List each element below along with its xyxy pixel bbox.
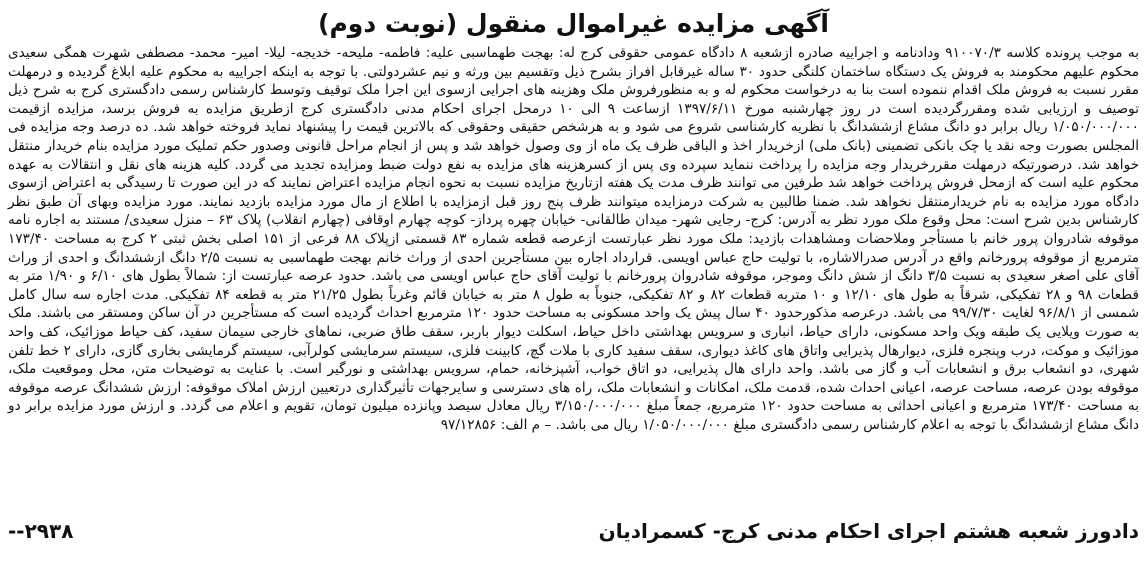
notice-title: آگهی مزایده غیراموال منقول (نوبت دوم) bbox=[318, 9, 829, 38]
notice-signature-line bbox=[8, 516, 1139, 546]
notice-code: --۲۹۳۸ bbox=[8, 519, 74, 543]
notice-signature: دادورز شعبه هشتم اجرای احکام مدنی کرج- کسمرادیان bbox=[598, 519, 1139, 543]
notice-body: به موجب پرونده کلاسه ۹۱۰۰۷۰/۳ ودادنامه و اجراییه صادره ازشعبه ۸ دادگاه عمومی حقوقی کرج له: بهجت طهماسبی علیه: فاطمه- ملیحه- خدیجه- لیلا- امیر- محمد- مصطفی شهرت همگی سعیدی محکوم علیهم محکومند به فروش یک دستگاه ساختمان کلنگی حدود ۳۰ ساله غیرقابل افراز بشرح ذیل وتقسیم بین ورثه و نیم عشردولتی. با توجه به اینکه اجراییه به محکوم علیه ابلاغ گردیده و درمهلت مقرر نسبت به فروش ملک اقدام ننموده است بنا به درخواست محکوم له و به منظورفروش ملک وهزینه های اجرایی ازسوی این اجرا ملک توقیف وتوسط کارشناس رسمی دادگستری کرج به شرح ذیل توصیف و ارزیابی شده ومقررگردیده است در روز چهارشنبه مورخ ۱۳۹۷/۶/۱۱ ازساعت ۹ الی ۱۰ درمحل اجرای احکام مدنی دادگستری کرج ازطریق مزایده به فروش برسد، مزایده ازقیمت ۱/۰۵۰/۰۰۰/۰۰۰ ریال برابر دو دانگ مشاع ازششدانگ با نظریه کارشناسی شروع می شود و به هرشخص حقیقی وحقوقی که بالاترین قیمت را پیشنهاد نماید فروخته خواهد شد. ده درصد وجه مزایده فی المجلس بصورت وجه نقد یا چک بانکی تضمینی (بانک ملی) ازخریدار اخذ و الباقی ظرف یک ماه از وی وصول خواهد شد و پس از انجام مراحل قانونی وصدور حکم تملیک مورد مزایده بنام خریدار منتقل خواهد شد. درصورتیکه درمهلت مقررخریدار وجه مزایده را پرداخت ننماید سپرده وی پس از کسرهزینه های مزایده به نفع دولت ضبط ومزایده تجدید می گردد. کلیه هزینه های نقل و انتقالات به عهده محکوم علیه است که ازمحل فروش پرداخت خواهد شد طرفین می توانند ظرف مدت یک هفته ازتاریخ مزایده نسبت به نحوه انجام مزایده اعتراض نمایند که در این صورت تا رسیدگی به اعتراض ازسوی دادگاه مورد مزایده به نام خریدارمنتقل نخواهد شد. ضمنا طالبین به شرکت درمزایده میتوانند ظرف پنج روز قبل ازمزایده با اطلاع از مال مورد مزایده بازدید نمایند. مورد مزایده وبهای آن طبق نظر کارشناس بدین شرح است: محل وقوع ملک مورد نظر به آدرس: کرج- رجایی شهر- میدان طالقانی- خیابان چهره پرداز- کوچه چهارم اوقافی (چهارم انقلاب) پلاک ۶۳ – منزل سعیدی/ مستند به اجاره نامه موقوفه شادروان پرور خانم با مستأجر وملاحضات ومشاهدات بازدید: ملک مورد نظر عبارتست ازعرصه قطعه شماره ۸۳ قسمتی ازپلاک ۸۸ فرعی از ۱۵۱ اصلی بخش ثبتی ۲ کرج به مساحت ۱۷۳/۴۰ مترمربع از موقوفه پرورخانم واقع در آدرس صدرالاشاره، با تولیت حاج عباس اویسی. قرارداد اجاره بین مستأجرین احدی از وراث خانم بهجت طهماسبی به نسبت ۲/۵ دانگ ازششدانگ و احدی از وراث آقای علی اصغر سعیدی به نسبت ۳/۵ دانگ از شش دانگ وموجر، موقوفه شادروان پرورخانم با تولیت آقای حاج عباس اویسی می باشد. حدود عرصه عبارتست از: شمالاً بطول های ۶/۱۰ و ۱/۹۰ متر به قطعات ۹۸ و ۲۸ تفکیکی، شرقاً به طول های ۱۲/۱۰ و ۱۰ متربه قطعات ۸۲ و ۸۲ تفکیکی، جنوباً به طول ۸ متر به خیابان قائم وغرباً بطول ۲۱/۲۵ متر به قطعه ۸۴ تفکیکی. مدت اجاره سه سال کامل شمسی از ۹۶/۸/۱ لغایت ۹۹/۷/۳۰ می باشد. درعرصه مذکورحدود ۴۰ سال پیش یک واحد مسکونی به مساحت حدود ۱۲۰ مترمربع احداث گردیده است که مستأجرین در آن ساکن ومستقر می باشند. ملک به صورت ویلایی یک طبقه ویک واحد مسکونی، دارای حیاط، انباری و سرویس بهداشتی داخل حیاط، اسکلت دیوار باربر، سقف طاق ضربی، نماهای خارجی سیمان سفید، کف حیاط موزائیک، کف واحد موزائیک و موکت، درب وپنجره فلزی، دیوارهال پذیرایی واتاق های کاغذ دیواری، سقف سفید کاری با ملات گچ، کابینت فلزی، سیستم سرمایشی کولرآبی، سیستم گرمایشی بخاری گازی، دارای ۲ خط تلفن شهری، دو انشعاب برق و انشعابات آب و گاز می باشد. واحد دارای هال پذیرایی، دو اتاق خواب، آشپزخانه، حمام، سرویس بهداشتی و نورگیر است. با عنایت به توضیحات متن، محل وموقعیت ملک، موقوفه بودن عرصه، مساحت عرصه، اعیانی احداث شده، قدمت ملک، امکانات و انشعابات ملک، راه های دسترسی و سایرجهات تأثیرگذاری درتعیین ارزش املاک موقوفه: ارزش ششدانگ عرصه موقوفه به مساحت ۱۷۳/۴۰ مترمربع و اعیانی احداثی به مساحت حدود ۱۲۰ مترمربع، جمعاً مبلغ ۳/۱۵۰/۰۰۰/۰۰۰ ریال معادل سیصد وپانزده میلیون تومان، تقویم و اعلام می گردد. و ارزش مورد مزایده برابر دو دانگ مشاع ازششدانگ با توجه به اعلام کارشناس رسمی دادگستری مبلغ ۱/۰۵۰/۰۰۰/۰۰۰ ریال می باشد. – م الف: ۹۷/۱۲۸۵۶ bbox=[8, 45, 1140, 433]
